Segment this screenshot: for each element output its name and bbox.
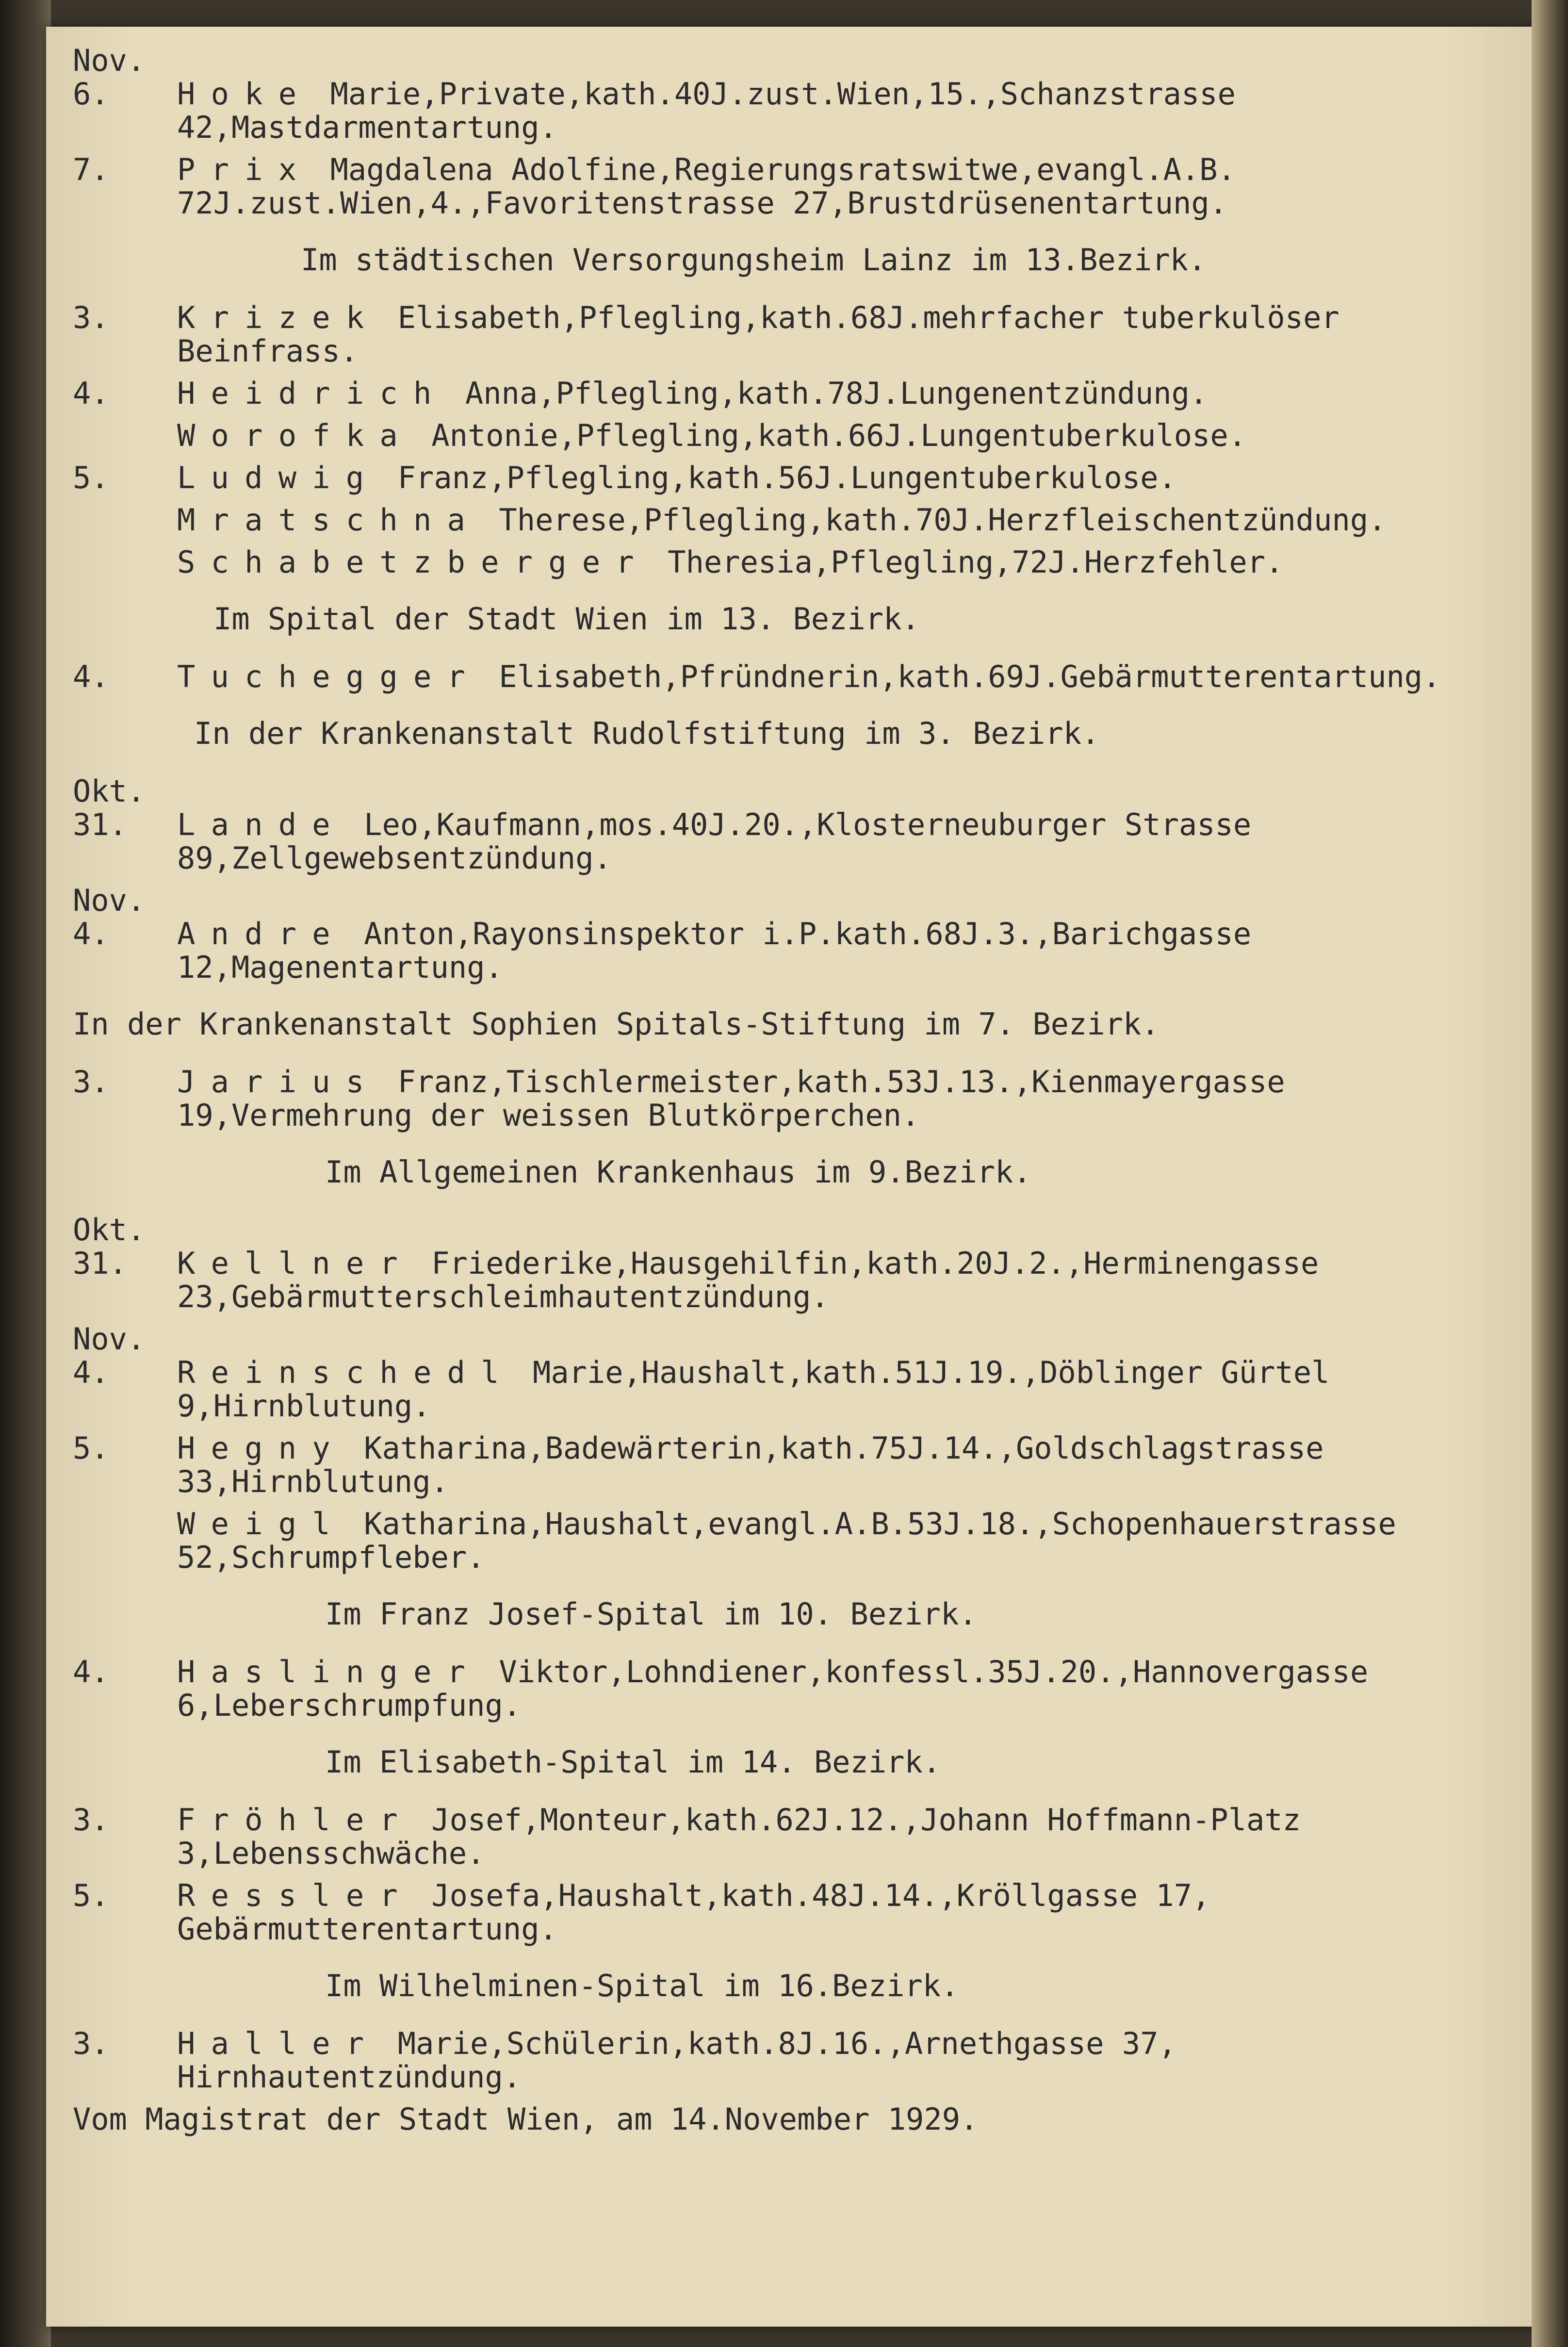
entry-details: Elisabeth,Pflegling,kath.68J.mehrfacher tuberkulöser Beinfrass. <box>177 300 1339 369</box>
entry-details: Viktor,Lohndiener,konfessl.35J.20.,Hannovergasse 6,Leberschrumpfung. <box>177 1654 1369 1723</box>
section <box>73 1007 1470 1132</box>
entry-body <box>177 419 1470 452</box>
section-heading: Im städtischen Versorgungsheim Lainz im 13.Bezirk. <box>301 242 1207 278</box>
entry-surname: Lande <box>177 807 346 842</box>
entry-details: Marie,Schülerin,kath.8J.16.,Arnethgasse 37, Hirnhautentzündung. <box>177 2026 1176 2095</box>
entry-details: Elisabeth,Pfründnerin,kath.69J.Gebärmutterentartung. <box>481 659 1441 694</box>
entry-row <box>73 153 1470 220</box>
entry-row <box>73 1356 1470 1423</box>
entry-row <box>73 917 1470 984</box>
section-heading: In der Krankenanstalt Rudolfstiftung im 3. Bezirk. <box>194 716 1100 751</box>
entry-surname: Hegny <box>177 1430 346 1466</box>
entry-surname: Ludwig <box>177 460 380 495</box>
entry-row <box>73 884 1470 917</box>
entry-surname: Ressler <box>177 1878 413 1913</box>
entry-date: 4. <box>73 916 109 952</box>
entry-body <box>177 461 1470 494</box>
entry-body <box>177 1356 1470 1423</box>
entry-row <box>73 2027 1470 2094</box>
entry-date: 3. <box>73 1064 109 1100</box>
entry-row <box>73 1655 1470 1722</box>
entry-row <box>73 44 1470 77</box>
entry-body <box>177 1322 1470 1356</box>
entry-body <box>177 1213 1470 1247</box>
section <box>73 602 1470 693</box>
entry-surname: Krizek <box>177 300 380 335</box>
entry-date: 6. <box>73 76 109 112</box>
entry-date: 4. <box>73 376 109 411</box>
entry-row <box>73 1879 1470 1946</box>
entry-details: Marie,Haushalt,kath.51J.19.,Döblinger Gürtel 9,Hirnblutung. <box>177 1355 1330 1424</box>
entry-date: 3. <box>73 1802 109 1838</box>
entry-details: Theresia,Pflegling,72J.Herzfehler. <box>649 544 1284 580</box>
section-heading: Im Franz Josef-Spital im 10. Bezirk. <box>325 1596 977 1632</box>
section-heading: Im Elisabeth-Spital im 14. Bezirk. <box>325 1744 941 1780</box>
entry-surname: Weigl <box>177 1506 346 1542</box>
document-text <box>73 44 1470 2136</box>
entry-surname: Jarius <box>177 1064 380 1100</box>
section-heading: In der Krankenanstalt Sophien Spitals-Stiftung im 7. Bezirk. <box>73 1006 1160 1042</box>
entry-row <box>73 774 1470 808</box>
entry-row <box>73 461 1470 494</box>
entry-row <box>73 419 1470 452</box>
section <box>73 1745 1470 1946</box>
entry-date: 3. <box>73 2026 109 2061</box>
entry-date: 5. <box>73 1878 109 1913</box>
entry-row <box>73 1065 1470 1132</box>
entry-row <box>73 808 1470 875</box>
entry-details: Therese,Pflegling,kath.70J.Herzfleischentzündung. <box>481 502 1387 538</box>
entry-date <box>73 419 177 452</box>
entry-body <box>177 1803 1470 1870</box>
entry-body <box>177 1431 1470 1498</box>
entry-body <box>177 301 1470 368</box>
entry-body <box>177 660 1470 693</box>
entry-date: 4. <box>73 659 109 694</box>
entry-surname: Fröhler <box>177 1802 413 1838</box>
section-heading: Im Wilhelminen-Spital im 16.Bezirk. <box>325 1968 959 2003</box>
entry-body <box>177 1507 1470 1574</box>
entry-surname: Andre <box>177 916 346 952</box>
entry-surname: Heidrich <box>177 376 447 411</box>
entry-date: 31. <box>73 807 127 842</box>
entry-row <box>73 1322 1470 1356</box>
entry-date: 5. <box>73 460 109 495</box>
entry-body <box>177 1065 1470 1132</box>
entry-surname: Reinschedl <box>177 1355 515 1390</box>
entry-body <box>177 808 1470 875</box>
section <box>73 1969 1470 2094</box>
entry-row <box>73 503 1470 537</box>
entry-body <box>177 1247 1470 1313</box>
entry-date: 5. <box>73 1430 109 1466</box>
entry-body <box>177 377 1470 410</box>
entry-date: Nov. <box>73 1321 146 1357</box>
entry-date: 3. <box>73 300 109 335</box>
entry-row <box>73 77 1470 144</box>
entry-details: Josefa,Haushalt,kath.48J.14.,Kröllgasse 17, Gebärmutterentartung. <box>177 1878 1210 1947</box>
entry-row <box>73 1803 1470 1870</box>
entry-row <box>73 545 1470 579</box>
entry-surname: Hoke <box>177 76 312 112</box>
entry-body <box>177 1655 1470 1722</box>
entry-date: Nov. <box>73 883 146 918</box>
entry-details: Antonie,Pflegling,kath.66J.Lungentuberkulose. <box>413 418 1247 453</box>
section <box>73 243 1470 579</box>
entry-date <box>73 1507 177 1574</box>
entry-details: Katharina,Badewärterin,kath.75J.14.,Goldschlagstrasse 33,Hirnblutung. <box>177 1430 1324 1499</box>
entry-details: Anna,Pflegling,kath.78J.Lungenentzündung. <box>447 376 1208 411</box>
entry-row <box>73 1247 1470 1313</box>
entry-body <box>177 44 1470 77</box>
section <box>73 44 1470 220</box>
entry-date: 7. <box>73 152 109 187</box>
entry-surname: Prix <box>177 152 312 187</box>
section-heading: Im Spital der Stadt Wien im 13. Bezirk. <box>213 601 920 637</box>
page-edge <box>1532 0 1568 2347</box>
entry-body <box>177 153 1470 220</box>
entry-body <box>177 503 1470 537</box>
section <box>73 1155 1470 1574</box>
section <box>73 717 1470 984</box>
entry-row <box>73 1507 1470 1574</box>
entry-details: Josef,Monteur,kath.62J.12.,Johann Hoffmann-Platz 3,Lebensschwäche. <box>177 1802 1301 1871</box>
entry-surname: Haslinger <box>177 1654 481 1690</box>
entry-date: Nov. <box>73 43 146 78</box>
entry-surname: Haller <box>177 2026 380 2061</box>
entry-row <box>73 660 1470 693</box>
entry-body <box>177 77 1470 144</box>
section-heading: Im Allgemeinen Krankenhaus im 9.Bezirk. <box>325 1154 1031 1190</box>
entry-date: 4. <box>73 1654 109 1690</box>
entry-details: Anton,Rayonsinspektor i.P.kath.68J.3.,Barichgasse 12,Magenentartung. <box>177 916 1252 985</box>
entry-body <box>177 774 1470 808</box>
entry-row <box>73 1431 1470 1498</box>
section <box>73 1597 1470 1722</box>
entry-date: Okt. <box>73 1212 146 1247</box>
entry-row <box>73 1213 1470 1247</box>
entry-details: Magdalena Adolfine,Regierungsratswitwe,evangl.A.B. 72J.zust.Wien,4.,Favoritenstrasse 27,Brustdrüsenentartung. <box>177 152 1236 221</box>
entry-details: Franz,Tischlermeister,kath.53J.13.,Kienmayergasse 19,Vermehrung der weissen Blutkörperchen. <box>177 1064 1285 1133</box>
entry-details: Leo,Kaufmann,mos.40J.20.,Klosterneuburger Strasse 89,Zellgewebsentzündung. <box>177 807 1252 876</box>
entry-details: Franz,Pflegling,kath.56J.Lungentuberkulose. <box>379 460 1176 495</box>
entry-body <box>177 1879 1470 1946</box>
entry-surname: Worofka <box>177 418 413 453</box>
entry-date <box>73 545 177 579</box>
entry-row <box>73 377 1470 410</box>
entry-surname: Kellner <box>177 1246 413 1281</box>
entry-body <box>177 2027 1470 2094</box>
entry-details: Friederike,Hausgehilfin,kath.20J.2.,Herminengasse 23,Gebärmutterschleimhautentzündung. <box>177 1246 1319 1314</box>
binding-gutter <box>0 0 51 2347</box>
entry-surname: Tuchegger <box>177 659 481 694</box>
entry-row <box>73 301 1470 368</box>
entry-body <box>177 884 1470 917</box>
entry-details: Katharina,Haushalt,evangl.A.B.53J.18.,Schopenhauerstrasse 52,Schrumpfleber. <box>177 1506 1396 1575</box>
entry-date <box>73 503 177 537</box>
entry-surname: Mratschna <box>177 502 481 538</box>
entry-date: Okt. <box>73 773 146 809</box>
entry-date: 31. <box>73 1246 127 1281</box>
closing-signature-line: Vom Magistrat der Stadt Wien, am 14.November 1929. <box>73 2101 979 2137</box>
entry-body <box>177 545 1470 579</box>
entry-date: 4. <box>73 1355 109 1390</box>
entry-body <box>177 917 1470 984</box>
entry-surname: Schabetzberger <box>177 544 650 580</box>
entry-details: Marie,Private,kath.40J.zust.Wien,15.,Schanzstrasse 42,Mastdarmentartung. <box>177 76 1236 145</box>
